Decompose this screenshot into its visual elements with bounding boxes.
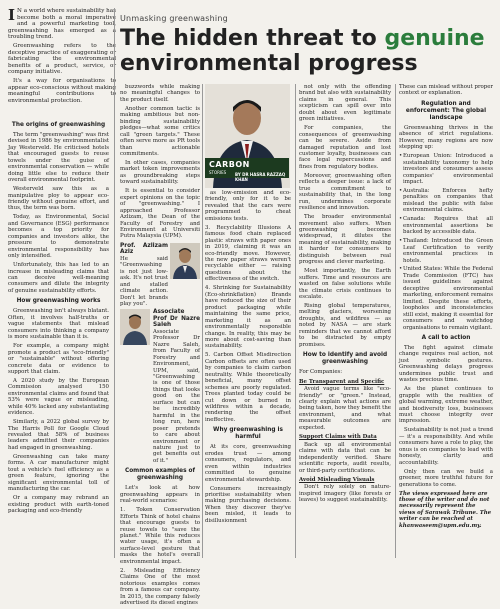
paragraph: Sustainability is not just a trend — it's a responsibility. And while consumers have a role to play, the onus is on companies to lead with honesty, clarity and accountability.	[399, 427, 493, 466]
paragraph: It is essential to consider expert opinions on the topic of "greenwashing." I approached Professor Azlizam, the Dean of the Faculty of Forestry and Environment at Universiti Putra Malaysia (UPM).	[120, 188, 200, 240]
column-5	[399, 84, 493, 532]
paragraph: Back up all environmental claims with data that can be independently verified. Share scientific reports, audit results, or third-party certifications.	[299, 441, 391, 474]
paragraph: The term "greenwashing" was first devised in 1986 by environmentalist Jay Westerveld. He criticised hotels that encouraged guests to reuse towels under the guise of environmental conservation — while doing little else to reduce their overall environmental footprint.	[8, 132, 109, 184]
heading-origins: The origins of greenwashing	[11, 122, 106, 128]
paragraph: Moreover, greenwashing often reflects a deeper issue: a lack of true commitment to sustainability that, in the long run, undermines corporate resilience and innovation.	[299, 172, 391, 212]
paragraph: Let's look at how greenwashing appears in real-world scenarios:	[120, 485, 200, 505]
paragraph: Unfortunately, this has led to an increase in misleading claims that can deceive well-meaning consumers and dilute the integrity of genuine sustainability efforts.	[8, 262, 109, 294]
paragraph: Westerveld saw this as a manipulative ploy to appear eco-friendly without genuine effort, and thus, the term was born.	[8, 186, 109, 212]
author-byline: BY DR HASRA RAZZAQ KHAN	[235, 172, 286, 182]
paragraph: Most importantly, the Earth suffers. Time and resources are wasted on false solutions while the climate crisis continues to escalate.	[299, 268, 391, 301]
column-tag-title: CARBON	[209, 160, 250, 169]
column-rule	[202, 84, 203, 558]
paragraph: buzzwords while making no meaningful changes to the product itself.	[120, 84, 200, 103]
paragraph: Avoid vague terms like "eco-friendly" or "green." Instead, clearly explain what actions are being taken, how they benefit the environment, and what measurable outcomes are expected.	[299, 386, 391, 431]
paragraph: Only then can we build a greener, more truthful future for generations to come.	[399, 468, 493, 488]
example-item: 5. Carbon Offset Misdirection Carbon offsets are often used by companies to claim carbon neutrality. While theoretically beneficial, many offset schemes are poorly regulated. Trees planted today could be cut down or burned in wildfires within a decade, rendering the offset ineffective.	[205, 352, 291, 423]
column-rule	[295, 84, 296, 558]
paragraph: These can mislead without proper context or explanation.	[399, 84, 493, 97]
expert1-name: Prof. Azlizam Aziz	[120, 242, 168, 256]
column-3	[205, 190, 291, 527]
bullet-item: • United States: While the Federal Trade Commission (FTC) has issued guidelines against deceptive environmental marketing, enforcement remains limited. Despite these efforts, loopholes and inconsistencies still exist, making it essential for consumers and watchdog organisations to remain vigilant.	[399, 266, 493, 331]
for-companies-label: For Companies:	[299, 369, 343, 376]
intro-column	[8, 8, 116, 107]
paragraph: Greenwashing isn't always blatant. Often, it involves half-truths or vague statements that mislead consumers into thinking a company is more sustainable than it is.	[8, 308, 109, 341]
paragraph: Greenwashing can take many forms. A car manufacturer might tout a vehicle's fuel efficiency as a green feature, ignoring the significant environmental toll of manufacturing the car.	[8, 453, 109, 493]
column-rule	[114, 8, 115, 558]
intro-paragraph-2: Greenwashing refers to the deceptive practice of exaggerating or fabricating the environmental benefits of a product, service, or company initiative.	[8, 43, 116, 75]
paragraph: A 2020 study by the European Commission analysed 150 environmental claims and found that 53% were vague or misleading, while 40% lacked any substantiating evidence.	[8, 377, 109, 417]
expert1-quote: He said "Greenwashing is not just low-ask. It's not trust and stalled climate action. Don't let brands play you".	[120, 255, 168, 307]
headline	[120, 26, 495, 76]
example-item: 2. Misleading Efficiency Claims One of the most notorious examples comes from a famous car company. In 2015, the company falsely advertised its diesel engines	[120, 567, 200, 607]
paragraph: In other cases, companies market token improvements as groundbreaking steps toward sustainability.	[120, 159, 200, 186]
bullet-item: • European Union: Introduced a sustainability taxonomy to help investors and consumers assess companies' environmental impact.	[399, 153, 493, 185]
bullet-item: • Canada: Requires that all environmental assertions be backed by accessible data.	[399, 216, 493, 235]
heading-why-harmful: Why greenwashing is harmful	[213, 427, 283, 441]
bullet-item: • Australia: Enforces hefty penalties on companies that mislead the public with false environmental claims.	[399, 188, 493, 214]
paragraph: The broader environmental movement also suffers. When greenwashing becomes widespread, it dilutes the meaning of sustainability, making it harder for consumers to distinguish between real progress and clever marketing.	[299, 214, 391, 266]
paragraph: The fight against climate change requires real action, not just symbolic gestures. Greenwashing delays progress undermines public trust and wastes precious time.	[399, 345, 493, 384]
column-4	[299, 84, 391, 506]
paragraph: Or a company may rebrand an existing product with earth-toned packaging and eco-friendly	[8, 495, 109, 515]
paragraph: For companies, the consequences of greenwashing can be severe. Aside from damaged reputation and lost customer loyalty, businesses can face legal repercussions and fines from regulatory bodies.	[299, 125, 391, 170]
paragraph: not only with the offending brand but also with sustainability claims in general. This scepticism can spill over into doubt about even legitimate green initiatives.	[299, 84, 391, 123]
paragraph: Rising global temperatures, melting glaciers, worsening droughts, and wildfires — as noted by NASA — are stark reminders that we cannot afford to be distracted by empty promises.	[299, 303, 391, 348]
example-item: 3. Recyclability Illusions A famous food chain replaced plastic straws with paper ones in 2019, claiming it was an eco-friendly move. However, the new paper straws weren't recyclable either — raising questions about the effectiveness of the switch.	[205, 224, 291, 283]
headline-part1: The hidden threat to	[120, 26, 385, 51]
paragraph: Another common tactic is making ambitious but non-binding sustainability pledges—what some critics call "green targets." These often serve more as PR tools than actionable commitments.	[120, 105, 200, 158]
column-1	[8, 118, 109, 517]
example-item: 1. Token Conservation Efforts Think of hotel chains that encourage guests to reuse towels to "save the planet." While this reduces water usage, it's often a surface-level gesture that masks the hotel's overall environmental impact.	[120, 507, 200, 565]
column-rule	[395, 84, 396, 558]
heading-common-examples: Common examples of greenwashing	[124, 468, 196, 482]
expert2-name: Associate Prof Dr Nazre Saleh	[153, 309, 200, 329]
column-2	[120, 84, 200, 609]
example-item: 4. Shrinking for Sustainability (Eco-shrinkflation) Brands have reduced the size of their product packaging while maintaining the same price, marketing it as an environmentally responsible change. In reality, this may be more about cost-saving than sustainability.	[205, 285, 291, 350]
subheading: Be Transparent and Specific	[299, 378, 385, 385]
paragraph: as low-emission and eco-friendly, only for it to be revealed that the cars were programmed to cheat emissions tests.	[205, 190, 291, 222]
bullet-item: • Thailand: Introduced the Green Leaf Certification to verify environmental practices in hotels.	[399, 238, 493, 264]
heading-how-works: How greenwashing works	[16, 298, 101, 305]
expert2-quote: Associate Professor Dr Nazre Saleh, from Faculty of Forestry and Environment, UPM, said, "Greenwashing is one of those things that looks good on the surface but can be incredibly harmful in the long run, here poser pretends to care about environment or nature just to get benefits out of it."	[153, 328, 200, 464]
intro-paragraph-3: It's a way for organisations to appear eco-conscious without making meaningful contributions to environmental protection.	[8, 78, 116, 104]
paragraph: As the planet continues to grapple with the realities of global warming, extreme weather, and biodiversity loss, businesses must choose integrity over impression.	[399, 386, 493, 425]
heading-call-to-action: A call to action	[421, 335, 471, 341]
dropcap: I	[8, 6, 16, 24]
paragraph: Today, as Environmental, Social and Governance (ESG) performance becomes a top priority for companies and investors alike, the pressure to demonstrate environmental responsibility has only intensified.	[8, 214, 109, 260]
intro-paragraph-1: N a world where sustainability has become both a moral imperative and a powerful marketing tool, greenwashing has emerged as a troubling trend.	[8, 8, 116, 40]
paragraph: At its core, greenwashing erodes trust — among consumers, regulators, and even within industries committed to genuine environmental stewardship.	[205, 444, 291, 483]
column-tag-subtitle: STORIES	[209, 170, 227, 175]
expert1-photo	[170, 243, 200, 279]
expert2-photo	[120, 309, 150, 345]
heading-regulation: Regulation and enforcement: The global landscape	[405, 100, 487, 121]
paragraph: For example, a company might promote a product as "eco-friendly" or "sustainable" without offering concrete data or evidence to support that claim.	[8, 343, 109, 375]
paragraph: Greenwashing thrives in the absence of strict regulations. However, many regions are now stepping up:	[399, 124, 493, 151]
author-note: The views expressed here are those of the writer and do not necessarily represent the views of Sarawak Tribune. The writer can be reached at khanwaseem@upm.edu.my.	[399, 490, 492, 529]
paragraph: Don't rely solely on nature-inspired imagery (like forests or leaves) to suggest sustainability.	[299, 484, 391, 504]
column-tag	[205, 158, 289, 182]
section-kicker: Unmasking greenwashing	[120, 14, 228, 23]
paragraph: Consumers increasingly prioritise sustainability when making purchasing decisions. When they discover they've been misled, it leads to disillusionment	[205, 485, 291, 524]
paragraph: Similarly, a 2022 global survey by The Harris Poll for Google Cloud revealed that 58% of business leaders admitted their companies had engaged in greenwashing.	[8, 419, 109, 451]
headline-accent: genuine	[384, 26, 485, 51]
subheading: Support Claims with Data	[299, 434, 377, 441]
headline-part2: environmental progress	[120, 51, 418, 76]
subheading: Avoid Misleading Visuals	[299, 476, 375, 483]
heading-identify-avoid: How to identify and avoid greenwashing	[302, 352, 388, 366]
